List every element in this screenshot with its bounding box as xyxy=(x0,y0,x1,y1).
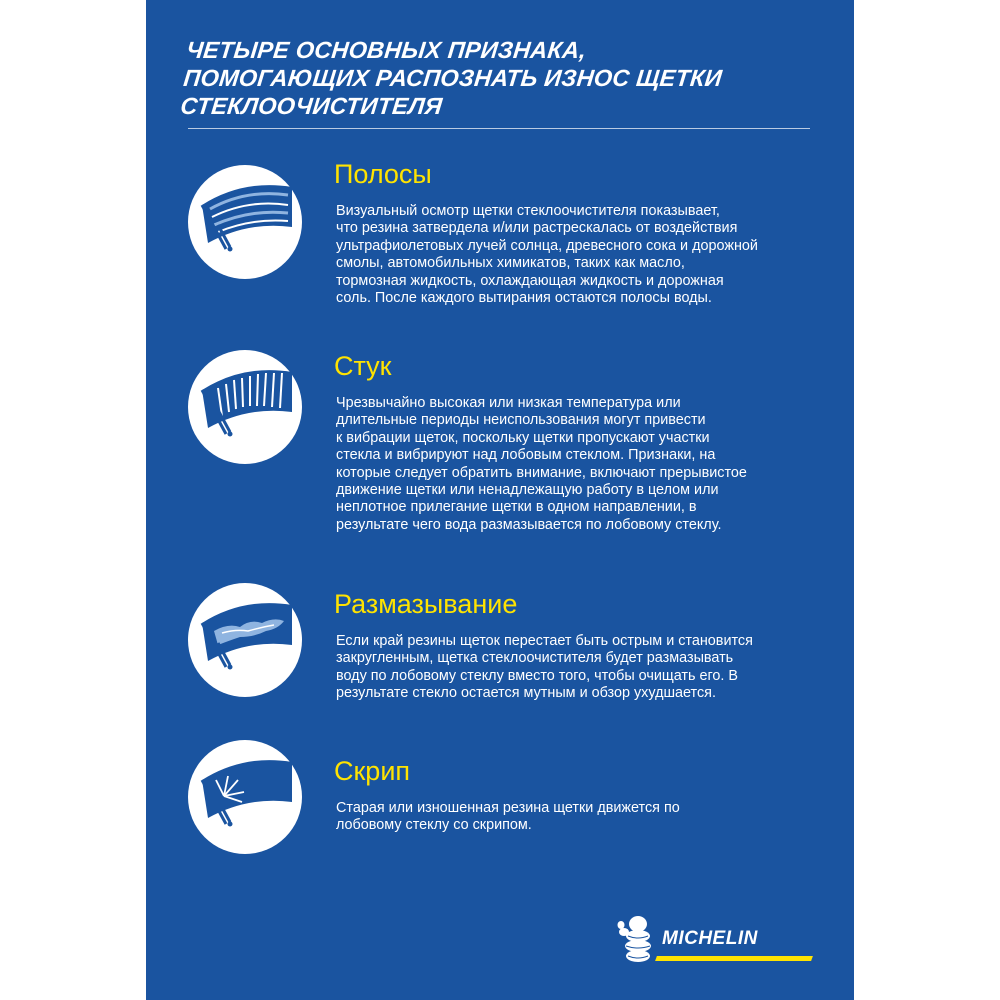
section-text xyxy=(336,203,816,307)
text-line: воду по лобовому стеклу вместо того, чтобы очищать его. В xyxy=(336,667,739,684)
section-text xyxy=(336,395,816,534)
section-text xyxy=(336,800,816,835)
text-line: которые следует обратить внимание, включают прерывистое xyxy=(336,464,747,481)
section-title: Полосы xyxy=(334,159,432,189)
text-line: движение щетки или ненадлежащую работу в целом или xyxy=(336,482,719,499)
page-title xyxy=(179,36,828,120)
text-line: длительные периоды неиспользования могут привести xyxy=(336,412,706,429)
text-line: соль. После каждого вытирания остаются полосы воды. xyxy=(336,290,712,307)
text-line: что резина затвердела и/или растрескалась от воздействия xyxy=(336,220,738,237)
text-line: смолы, автомобильных химикатов, таких как масло, xyxy=(336,255,685,272)
wiper-squeak-icon xyxy=(188,740,302,854)
text-line: тормозная жидкость, охлаждающая жидкость и дорожная xyxy=(336,272,724,289)
text-line: Чрезвычайно высокая или низкая температура или xyxy=(336,395,681,411)
text-line: неплотное прилегание щетки в одном направлении, в xyxy=(336,499,697,516)
text-line: к вибрации щеток, поскольку щетки пропускают участки xyxy=(336,429,710,446)
section-title: Стук xyxy=(334,351,392,381)
text-line: результате стекло остается мутным и обзор ухудшается. xyxy=(336,685,716,702)
text-line: лобовому стеклу со скрипом. xyxy=(336,817,532,834)
section-text xyxy=(336,633,816,703)
michelin-logo xyxy=(616,912,816,972)
poster xyxy=(146,0,854,1000)
text-line: Если край резины щеток перестает быть острым и становится xyxy=(336,633,753,649)
title-line-3: СТЕКЛООЧИСТИТЕЛЯ xyxy=(179,93,444,119)
section-title: Размазывание xyxy=(334,589,518,619)
bibendum-icon xyxy=(616,912,656,968)
text-line: ультрафиолетовых лучей солнца, древесного сока и дорожной xyxy=(336,237,758,254)
title-line-1: ЧЕТЫРЕ ОСНОВНЫХ ПРИЗНАКА, xyxy=(185,37,588,63)
title-divider xyxy=(188,128,810,129)
wiper-streaks-icon xyxy=(188,165,302,279)
text-line: стекла и вибрируют над лобовым стеклом. Признаки, на xyxy=(336,447,716,464)
text-line: результате чего вода размазывается по лобовому стеклу. xyxy=(336,516,722,533)
wiper-chatter-icon xyxy=(188,350,302,464)
text-line: Визуальный осмотр щетки стеклоочистителя показывает, xyxy=(336,203,720,219)
logo-accent-bar xyxy=(655,956,813,961)
wiper-smearing-icon xyxy=(188,583,302,697)
title-line-2: ПОМОГАЮЩИХ РАСПОЗНАТЬ ИЗНОС ЩЕТКИ xyxy=(182,65,724,91)
text-line: Старая или изношенная резина щетки движется по xyxy=(336,800,680,816)
logo-text: MICHELIN xyxy=(662,928,758,949)
section-title: Скрип xyxy=(334,756,411,786)
text-line: закругленным, щетка стеклоочистителя будет размазывать xyxy=(336,650,734,667)
